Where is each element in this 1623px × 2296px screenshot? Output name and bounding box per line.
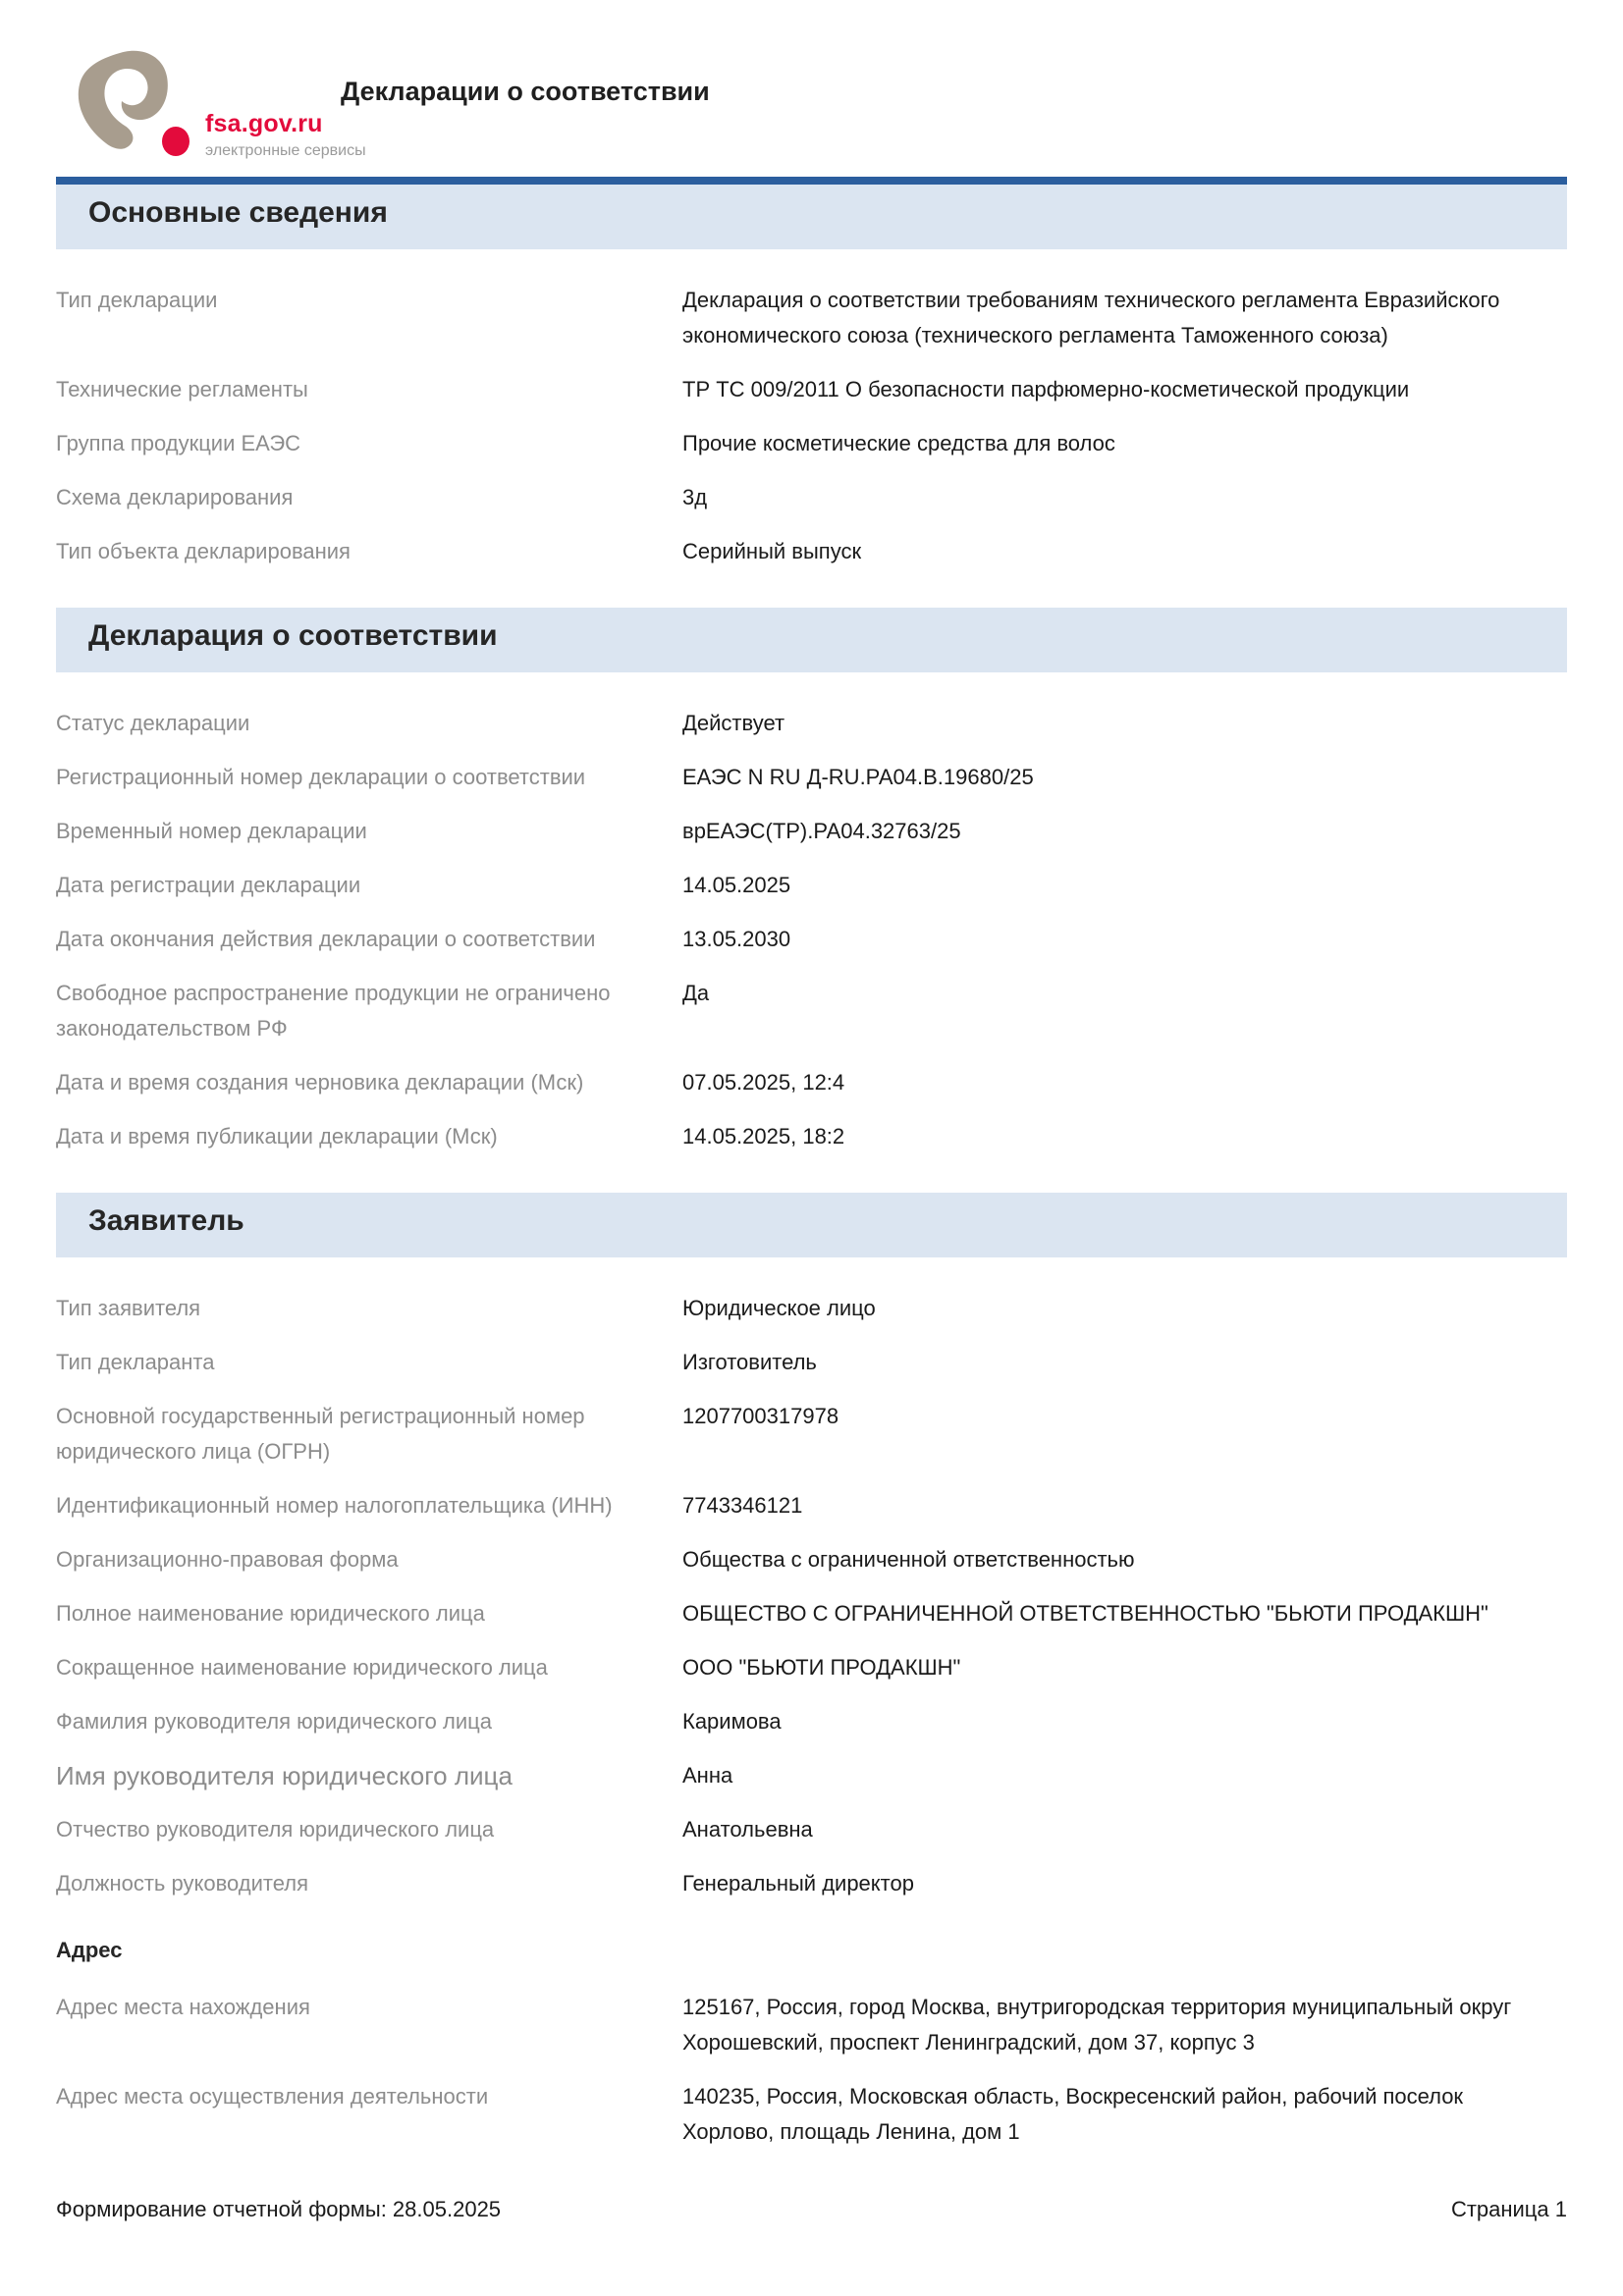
field-row	[56, 814, 1567, 849]
field-value: Каримова	[682, 1709, 782, 1734]
field-value: 3д	[682, 485, 708, 509]
footer-page-number: Страница 1	[1450, 2197, 1567, 2221]
field-row	[56, 1065, 1567, 1100]
section-title: Заявитель	[88, 1204, 244, 1237]
field-value: 14.05.2025, 18:2	[682, 1124, 845, 1148]
subsection-header: Адрес	[56, 1938, 123, 1962]
fsa-logo-text	[205, 110, 366, 160]
field-row	[56, 1488, 1567, 1523]
field-label: Временный номер декларации	[56, 819, 367, 843]
field-label: Тип заявителя	[56, 1296, 201, 1320]
field-value: Изготовитель	[682, 1350, 817, 1374]
fsa-logo-mark-icon	[74, 49, 191, 167]
field-label: Группа продукции ЕАЭС	[56, 431, 301, 455]
field-row	[56, 1119, 1567, 1154]
field-label: Тип объекта декларирования	[56, 539, 351, 563]
field-value: Юридическое лицо	[682, 1296, 876, 1320]
field-row	[56, 1650, 1567, 1685]
page-title: Декларации о соответствии	[341, 77, 710, 106]
field-row	[56, 283, 1567, 353]
footer-generated-date: Формирование отчетной формы: 28.05.2025	[56, 2197, 502, 2221]
field-value: Серийный выпуск	[682, 539, 862, 563]
fsa-logo-subtitle: электронные сервисы	[205, 142, 366, 159]
section-title: Основные сведения	[88, 196, 388, 229]
field-row	[56, 372, 1567, 407]
section-rows	[56, 1257, 1567, 2174]
field-row	[56, 760, 1567, 795]
sections	[56, 177, 1567, 2174]
field-row	[56, 1704, 1567, 1739]
field-label: Регистрационный номер декларации о соответствии	[56, 765, 586, 789]
field-row	[56, 1399, 1567, 1469]
fsa-logo-domain: fsa.gov.ru	[205, 110, 323, 137]
section	[56, 177, 1567, 594]
field-label: Дата окончания действия декларации о соответствии	[56, 927, 596, 951]
field-label: Свободное распространение продукции не ограничено законодательством РФ	[56, 981, 611, 1041]
field-label: Отчество руководителя юридического лица	[56, 1817, 495, 1842]
field-value: 13.05.2030	[682, 927, 791, 951]
fsa-logo-icon	[74, 49, 191, 167]
field-row	[56, 1345, 1567, 1380]
field-label: Адрес места нахождения	[56, 1995, 310, 2019]
field-label: Технические регламенты	[56, 377, 308, 401]
field-row	[56, 480, 1567, 515]
field-value: Да	[682, 981, 710, 1005]
field-row	[56, 1596, 1567, 1631]
field-value: 140235, Россия, Московская область, Воскресенский район, рабочий поселок Хорлово, площадь Ленина, дом 1	[682, 2084, 1464, 2144]
field-value: ООО "БЬЮТИ ПРОДАКШН"	[682, 1655, 961, 1680]
field-row	[56, 1812, 1567, 1847]
field-label: Дата регистрации декларации	[56, 873, 361, 897]
field-row	[56, 976, 1567, 1046]
field-label: Сокращенное наименование юридического лица	[56, 1655, 548, 1680]
section	[56, 1193, 1567, 2174]
field-label: Дата и время публикации декларации (Мск)	[56, 1124, 498, 1148]
field-label: Тип декларанта	[56, 1350, 215, 1374]
field-label: Фамилия руководителя юридического лица	[56, 1709, 492, 1734]
field-value: 1207700317978	[682, 1404, 839, 1428]
field-value: ТР ТС 009/2011 О безопасности парфюмерно-косметической продукции	[682, 377, 1410, 401]
field-value: Анатольевна	[682, 1817, 813, 1842]
field-row	[56, 1758, 1567, 1793]
section-rows	[56, 249, 1567, 594]
field-label: Статус декларации	[56, 711, 250, 735]
field-value: ОБЩЕСТВО С ОГРАНИЧЕННОЙ ОТВЕТСТВЕННОСТЬЮ "БЬЮТИ ПРОДАКШН"	[682, 1601, 1488, 1626]
field-value: Прочие косметические средства для волос	[682, 431, 1115, 455]
field-value: Общества с ограниченной ответственностью	[682, 1547, 1135, 1572]
field-value: 14.05.2025	[682, 873, 791, 897]
section-rows	[56, 672, 1567, 1179]
field-value: Действует	[682, 711, 785, 735]
field-label: Основной государственный регистрационный номер юридического лица (ОГРН)	[56, 1404, 585, 1464]
field-label: Организационно-правовая форма	[56, 1547, 399, 1572]
field-label: Схема декларирования	[56, 485, 294, 509]
field-row	[56, 868, 1567, 903]
field-label: Имя руководителя юридического лица	[56, 1761, 513, 1790]
section-title: Декларация о соответствии	[88, 619, 498, 652]
field-row	[56, 1291, 1567, 1326]
field-label: Дата и время создания черновика декларации (Мск)	[56, 1070, 584, 1095]
field-row	[56, 1990, 1567, 2060]
field-value: Анна	[682, 1763, 733, 1788]
field-label: Идентификационный номер налогоплательщика (ИНН)	[56, 1493, 613, 1518]
field-value: врЕАЭС(ТР).РА04.32763/25	[682, 819, 961, 843]
fsa-logo	[74, 49, 366, 167]
field-value: Декларация о соответствии требованиям технического регламента Евразийского экономического союза (технического регламента Таможенного союза)	[682, 288, 1500, 347]
field-value: 7743346121	[682, 1493, 803, 1518]
field-row	[56, 706, 1567, 741]
page-footer	[56, 2197, 1567, 2222]
field-row	[56, 2079, 1567, 2150]
section	[56, 608, 1567, 1179]
field-value: Генеральный директор	[682, 1871, 914, 1896]
field-label: Тип декларации	[56, 288, 218, 312]
field-row	[56, 922, 1567, 957]
field-value: ЕАЭС N RU Д-RU.РА04.В.19680/25	[682, 765, 1034, 789]
field-label: Адрес места осуществления деятельности	[56, 2084, 489, 2109]
field-label: Должность руководителя	[56, 1871, 308, 1896]
field-row	[56, 1542, 1567, 1577]
field-row	[56, 1866, 1567, 1901]
field-value: 125167, Россия, город Москва, внутригородская территория муниципальный округ Хорошевский, проспект Ленинградский, дом 37, корпус 3	[682, 1995, 1512, 2055]
field-value: 07.05.2025, 12:4	[682, 1070, 845, 1095]
field-row	[56, 426, 1567, 461]
field-row	[56, 534, 1567, 569]
field-label: Полное наименование юридического лица	[56, 1601, 485, 1626]
page-header	[74, 49, 710, 167]
fsa-logo-dot-icon	[162, 127, 189, 156]
section-header	[56, 177, 1567, 249]
section-header	[56, 608, 1567, 672]
section-header	[56, 1193, 1567, 1257]
